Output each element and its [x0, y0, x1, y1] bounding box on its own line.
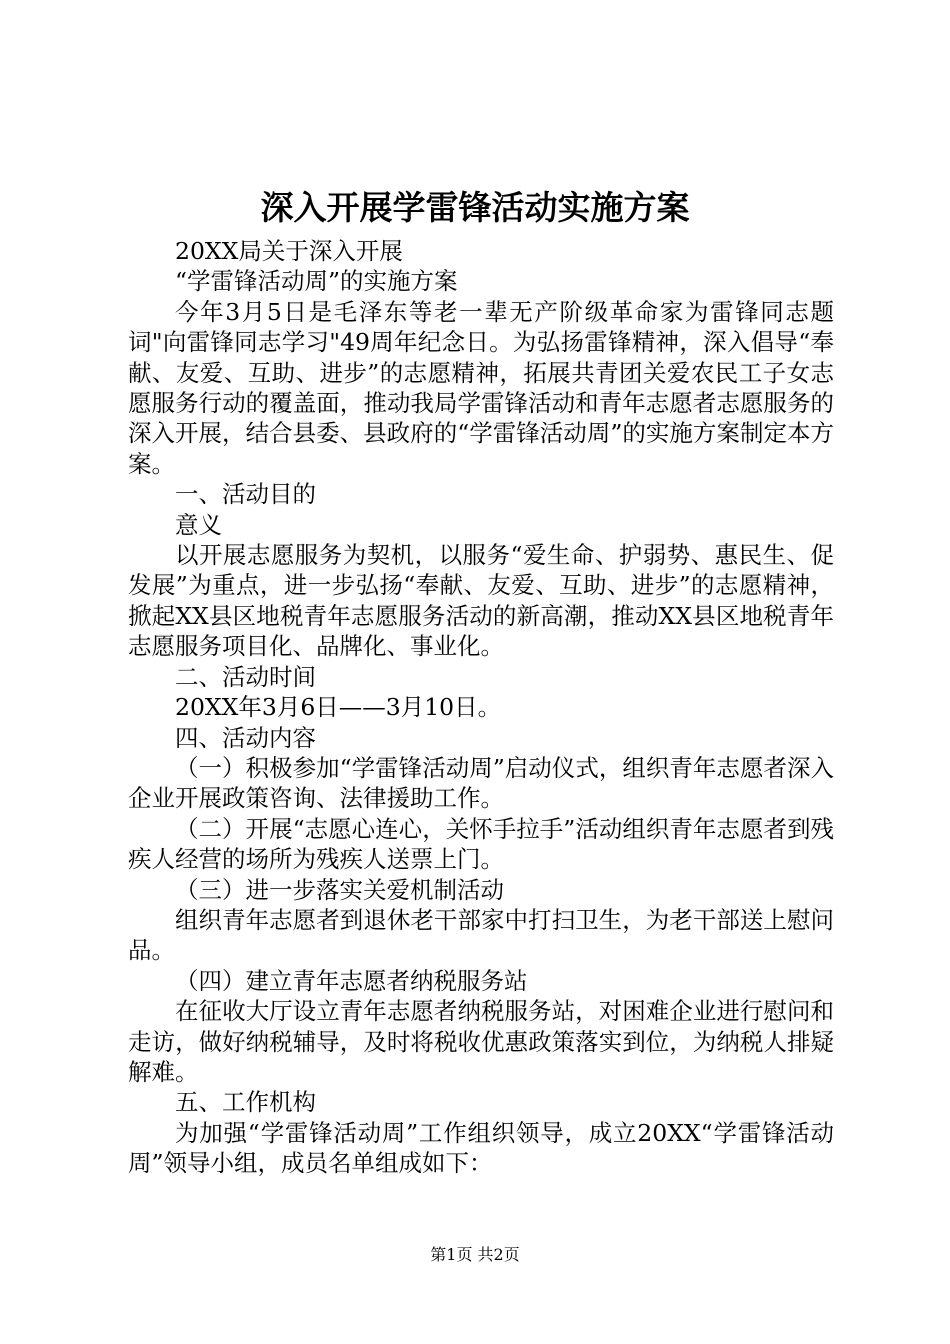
section-heading: 五、工作机构	[175, 1088, 316, 1117]
paragraph: 为加强“学雷锋活动周”工作组织领导，成立20XX“学雷锋活动周”领导小组，成员名单组成如下：	[128, 1118, 834, 1178]
paragraph: 以开展志愿服务为契机，以服务“爱生命、护弱势、惠民生、促发展”为重点，进一步弘扬“奉献、友爱、互助、进步”的志愿精神，掀起XX县区地税青年志愿服务活动的新高潮，推动XX县区地税青年志愿服务项目化、品牌化、事业化。	[128, 541, 834, 661]
section-heading: 四、活动内容	[175, 723, 316, 752]
section-heading: 二、活动时间	[175, 662, 316, 691]
paragraph: 20XX局关于深入开展	[175, 237, 403, 265]
section-heading: 一、活动目的	[175, 480, 316, 509]
paragraph: 组织青年志愿者到退休老干部家中打扫卫生，为老干部送上慰问品。	[128, 905, 834, 965]
paragraph: （四）建立青年志愿者纳税服务站	[175, 966, 528, 995]
paragraph: （二）开展“志愿心连心，关怀手拉手”活动组织青年志愿者到残疾人经营的场所为残疾人送票上门。	[128, 814, 834, 874]
document-title: 深入开展学雷锋活动实施方案	[260, 188, 690, 227]
paragraph: 在征收大厅设立青年志愿者纳税服务站，对困难企业进行慰问和走访，做好纳税辅导，及时将税收优惠政策落实到位，为纳税人排疑解难。	[128, 997, 834, 1086]
paragraph: （三）进一步落实关爱机制活动	[175, 875, 504, 904]
paragraph: “学雷锋活动周”的实施方案	[175, 267, 458, 296]
paragraph: 20XX年3月6日——3月10日。	[175, 693, 502, 722]
page-footer: 第1页 共2页	[430, 1245, 520, 1264]
paragraph: （一）积极参加“学雷锋活动周”启动仪式，组织青年志愿者深入企业开展政策咨询、法律援助工作。	[128, 753, 834, 813]
document-body	[128, 236, 834, 1179]
paragraph: 今年3月5日是毛泽东等老一辈无产阶级革命家为雷锋同志题词"向雷锋同志学习"49周年纪念日。为弘扬雷锋精神，深入倡导“奉献、友爱、互助、进步”的志愿精神，拓展共青团关爱农民工子女志愿服务行动的覆盖面，推动我局学雷锋活动和青年志愿者志愿服务的深入开展，结合县委、县政府的“学雷锋活动周”的实施方案制定本方案。	[128, 297, 834, 478]
paragraph: 意义	[175, 510, 222, 539]
